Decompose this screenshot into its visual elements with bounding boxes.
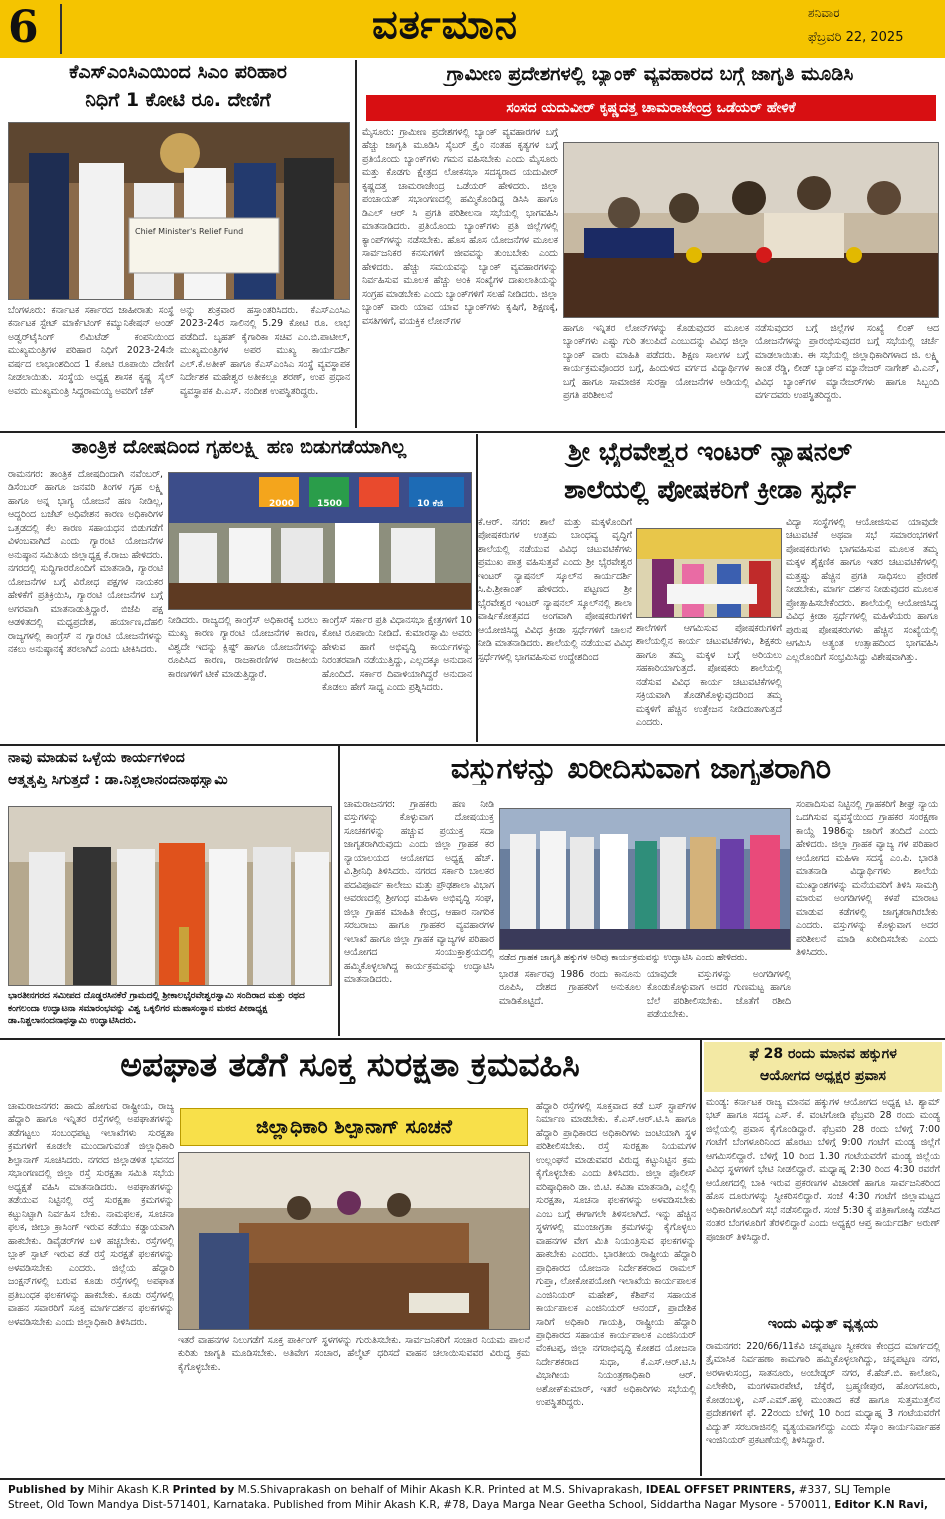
story2-subhead: ಸಂಸದ ಯದುವೀರ್ ಕೃಷ್ಣದತ್ತ ಚಾಮರಾಜೇಂದ್ರ ಒಡೆಯರ್ ಹೇಳಿಕೆ [366,95,936,121]
story1-headline-line1: ಕೆಎಸ್‌ಎಂಸಿಎಯಿಂದ ಸಿಎಂ ಪರಿಹಾರ [69,62,287,83]
story7-subhead: ಜಿಲ್ಲಾಧಿಕಾರಿ ಶಿಲ್ಪಾನಾಗ್ ಸೂಚನೆ [180,1108,528,1146]
footer-published-label: Published by [8,1484,85,1496]
banner-amount-3: 10 ಕೆಜಿ [417,499,444,509]
story7-body-col3: ಹೆದ್ದಾರಿ ರಸ್ತೆಗಳಲ್ಲಿ ಸೂಕ್ತವಾದ ಕಡೆ ಬಸ್ ಸ್ಟಾಪ್‌ಗಳ ನಿರ್ಮಾಣ ಮಾಡಬೇಕು. ಕೆ.ಎಸ್.ಆರ್.ಟಿ.ಸಿ ಹಾಗೂ ಹೆದ್ದಾರಿ ಪ್ರಾಧಿಕಾರದ ಅಧಿಕಾರಿಗಳು ಜಂಟಿಯಾಗಿ ಸ್ಥಳ ಪರಿಶೀಲಿಸಬೇಕು. ರಸ್ತೆ ಸುರಕ್ಷತಾ ನಿಯಮಗಳ ಉಲ್ಲಂಘನೆ ಮಾಡುವವರ ವಿರುದ್ಧ ಕಟ್ಟುನಿಟ್ಟಿನ ಕ್ರಮ ಕೈಗೊಳ್ಳಬೇಕು ಎಂದು ತಿಳಿಸಿದರು. ಜಿಲ್ಲಾ ಪೊಲೀಸ್ ವರಿಷ್ಠಾಧಿಕಾರಿ ಡಾ. ಬಿ.ಟಿ. ಕವಿತಾ ಮಾತನಾಡಿ, ಎಲ್ಲೆಲ್ಲಿ ಸುರಕ್ಷತಾ, ಸೂಚನಾ ಫಲಕಗಳನ್ನು ಅಳವಡಿಸಬೇಕು ಎಂಬ ಬಗ್ಗೆ ಈಗಾಗಲೇ ತಿಳಿಸಲಾಗಿದೆ. ಇನ್ನು ಹೆಚ್ಚಿನ ಸ್ಥಳಗಳಲ್ಲಿ ಮುಂಜಾಗ್ರತಾ ಕ್ರಮಗಳನ್ನು ಕೈಗೊಳ್ಳಲು ವಾಹನಗಳ ವೇಗ ಮಿತಿ ನಿಯಂತ್ರಿಸುವ ಫಲಕಗಳನ್ನು ಹಾಕಬೇಕು ಎಂದರು. ಭಾರತೀಯ ರಾಷ್ಟ್ರೀಯ ಹೆದ್ದಾರಿ ಪ್ರಾಧಿಕಾರದ ಯೋಜನಾ ನಿರ್ದೇಶಕರಾದ ರಾಮಲ್ ಗುಪ್ತಾ, ಲೋಕೋಪಯೋಗಿ ಇಲಾಖೆಯ ಕಾರ್ಯಪಾಲಕ ಎಂಜಿನಿಯರ್ ಮಹೇಶ್, ಕೆಶಿಪ್‌ನ ಸಹಾಯಕ ಕಾರ್ಯಪಾಲಕ ಎಂಜಿನಿಯರ್ ಆನಂದ್, ಪ್ರಾದೇಶಿಕ ಸಾರಿಗೆ ಅಧಿಕಾರಿ ಗಾಯತ್ರಿ, ರಾಷ್ಟ್ರೀಯ ಹೆದ್ದಾರಿ ಪ್ರಾಧಿಕಾರದ ಸಹಾಯಕ ಕಾರ್ಯಪಾಲಕ ಎಂಜಿನಿಯರ್ ವೆಂಕಟಪ್ಪ, ಜಿಲ್ಲಾ ನಗರಾಭಿವೃದ್ಧಿ ಕೋಶದ ಯೋಜನಾ ನಿರ್ದೇಶಕರಾದ ಸುಧಾ, ಕೆ.ಎಸ್.ಆರ್.ಟಿ.ಸಿ ವಿಭಾಗೀಯ ನಿಯಂತ್ರಣಾಧಿಕಾರಿ ಆರ್. ಅಶೋಕ್‌ಕುಮಾರ್, ಇತರೆ ಅಧಿಕಾರಿಗಳು ಸಭೆಯಲ್ಲಿ ಉಪಸ್ಥಿತರಿದ್ದರು. [536,1101,696,1409]
story5-headline-line2: ಆತ್ಮತೃಪ್ತಿ ಸಿಗುತ್ತದೆ : ಡಾ.ನಿಶ್ಚಲಾನಂದನಾಥಸ್ವಾಮಿ [8,772,228,788]
story3-body-col1: ರಾಮನಗರ: ತಾಂತ್ರಿಕ ದೋಷದಿಂದಾಗಿ ನವೆಂಬರ್, ಡಿಸೆಂಬರ್ ಹಾಗೂ ಜನವರಿ ತಿಂಗಳ ಗೃಹ ಲಕ್ಷ್ಮಿ ಹಾಗೂ ಅನ್ನ ಭಾಗ್ಯ ಯೋಜನೆ ಹಣ ನೀಡಿಲ್ಲ, ಆದ್ದರಿಂದ ಬಜೆಟ್ ಅಧಿವೇಶನ ಕಾರಣ ಅಧಿಕಾರಿಗಳ ಒತ್ತಡದಲ್ಲಿ ಕೆಲ ಕಾರಣ ಸಹಾಯಧನ ಬಿಡುಗಡೆಗೆ ವಿಳಂಬವಾಗಿದೆ ಎಂದು ಗ್ಯಾರಂಟಿ ಯೋಜನೆಗಳ ಅನುಷ್ಠಾನ ಸಮಿತಿಯ ಜಿಲ್ಲಾಧ್ಯಕ್ಷ ಕೆ.ರಾಜು ಹೇಳಿದರು. ನಗರದಲ್ಲಿ ಸುದ್ದಿಗಾರರೊಂದಿಗೆ ಮಾತನಾಡಿ, ಗ್ಯಾರಂಟಿ ಯೋಜನೆಗಳ ಬಗ್ಗೆ ವಿರೋಧ ಪಕ್ಷಗಳ ನಾಯಕರ ಹೇಳಿಕೆಗೆ ಪ್ರತಿಕ್ರಿಯಿಸಿ, ಗ್ಯಾರಂಟಿ ಯೋಜನೆಗಳ ಬಗ್ಗೆ ಅಗರವಾಗಿ ಮಾತನಾಡುತ್ತಿದ್ದಾರೆ. ಬಿಜೆಪಿ ಪಕ್ಷ ಆಡಳಿತದಲ್ಲಿ ಮಧ್ಯಪ್ರದೇಶ, ಹರ್ಯಾಣ,ದೆಹಲಿ ರಾಜ್ಯಗಳಲ್ಲಿ ಕಾಂಗ್ರೆಸ್ ನ ಗ್ಯಾರಂಟಿ ಯೋಜನೆಗಳನ್ನು ನಕಲು ಅನುಷ್ಠಾನಕ್ಕೆ ತರಲಾಗಿದೆ ಎಂದು ಟೀಕಿಸಿದರು. [8,469,163,656]
story6-body-mid1: ಭಾರತ ಸರ್ಕಾರವು 1986 ರಂದು ಕಾನೂನು ರೂಪಿಸಿ, ದೇಶದ ಗ್ರಾಹಕರಿಗೆ ಅನುಕೂಲ ಮಾಡಿಕೊಟ್ಟಿದೆ. [499,969,641,1007]
footer-publisher: Mihir Akash K.R [87,1484,170,1496]
sidebar1-headline-line1: ಫೆ 28 ರಂದು ಮಾನವ ಹಕ್ಕುಗಳ [749,1046,897,1062]
story4-body-col3: ವಿದ್ಯಾ ಸಂಸ್ಥೆಗಳಲ್ಲಿ ಆಯೋಜಿಸುವ ಯಾವುದೇ ಚಟುವಟಿಕೆ ಅಥವಾ ಸಭೆ ಸಮಾರಂಭಗಳಿಗೆ ಪೋಷಕರುಗಳು ಭಾಗವಹಿಸುವ ಮೂಲಕ ತಮ್ಮ ಮಕ್ಕಳ ಶೈಕ್ಷಣಿಕ ಹಾಗೂ ಇತರ ಚಟುವಟಿಕೆಗಳಲ್ಲಿ ಮತ್ತಷ್ಟು ಹೆಚ್ಚಿನ ಪ್ರಗತಿ ಸಾಧಿಸಲು ಪ್ರೇರಣೆ ನೀಡಬೇಕು, ಮಾರ್ಗ ದರ್ಶನ ನೀಡುವುದರ ಮೂಲಕ ಪ್ರೋತ್ಸಾಹಿಸಬೇಕೆಂದರು. ಶಾಲೆಯಲ್ಲಿ ಆಯೋಜಿಸಿದ್ದ ವಿವಿಧ ಕ್ರೀಡಾ ಸ್ಪರ್ಧೆಗಳಲ್ಲಿ ಮಹಿಳೆಯರು ಹಾಗೂ ಪುರುಷ ಪೋಷಕರುಗಳು ಹೆಚ್ಚಿನ ಸಂಖ್ಯೆಯಲ್ಲಿ ಆಗಮಿಸಿ ಅತ್ಯಂತ ಉತ್ಸಾಹದಿಂದ ಭಾಗವಹಿಸಿ ಎಲ್ಲರೊಂದಿಗೆ ಸಂಭ್ರಮಿಸಿದ್ದು ವಿಶೇಷವಾಗಿತ್ತು. [786,517,938,663]
footer-press: IDEAL OFFSET PRINTERS, [645,1484,796,1496]
story4-headline-line2: ಶಾಲೆಯಲ್ಲಿ ಪೋಷಕರಿಗೆ ಕ್ರೀಡಾ ಸ್ಪರ್ಧೆ [564,476,856,504]
sidebar1-headline-line2: ಆಯೋಗದ ಅಧ್ಯಕ್ಷರ ಪ್ರವಾಸ [760,1068,886,1084]
story3-headline: ತಾಂತ್ರಿಕ ದೋಷದಿಂದ ಗೃಹಲಕ್ಷ್ಮಿ ಹಣ ಬಿಡುಗಡೆಯಾಗಿಲ್ಲ [71,437,407,458]
story6-body-right: ಸಂಪಾದಿಸುವ ನಿಟ್ಟಿನಲ್ಲಿ ಗ್ರಾಹಕರಿಗೆ ಶೀಘ್ರ ನ್ಯಾಯ ಒದಗಿಸುವ ವ್ಯವಸ್ಥೆಯಿಂದ ಗ್ರಾಹಕರ ಸಂರಕ್ಷಣಾ ಕಾಯ್ದೆ 1986ನ್ನು ಜಾರಿಗೆ ತಂದಿದೆ ಎಂದು ಹೇಳಿದರು. ಜಿಲ್ಲಾ ಗ್ರಾಹಕ ವ್ಯಾಜ್ಯ ಗಳ ಪರಿಹಾರ ಆಯೋಗದ ಮಹಿಳಾ ಸದಸ್ಯೆ ಎಂ.ಪಿ. ಭಾರತಿ ಮಾತನಾಡಿ ವಿದ್ಯಾರ್ಥಿಗಳು ಶಾಲೆಯ ಮುಖ್ಯಾಂಶಗಳನ್ನು ಮನೆಯವರಿಗೆ ತಿಳಿಸಿ ಸಾಮಗ್ರಿ ಮಾರುವ ಅಂಗಡಿಗಳಲ್ಲಿ ಕಳಪೆ ಮಾರಾಟ ಮಾಡುವ ಕಡೆಗಳಲ್ಲಿ ಜಾಗೃತರಾಗಿರಬೇಕು ಎಂದರು. ವಸ್ತುಗಳನ್ನು ಕೊಳ್ಳುವಾಗ ಅದರ ಪರಿಶೀಲನೆ ಮಾಡಿ ಖರೀದಿಸಬೇಕು ಎಂದು ತಿಳಿಸಿದರು. [796,799,938,959]
story3-body-col3: ಕಾಂಗ್ರೆಸ್ ಸರ್ಕಾರ ಪ್ರತಿ ವಿಧಾನಸಭಾ ಕ್ಷೇತ್ರಗಳಿಗೆ 10 ಕೋಟಿ ರೂಪಾಯಿ ನೀಡಿದೆ. ಕುಮಾರಸ್ವಾಮಿ ಅವರು ಹೇಳುವ ಹಾಗೆ ಅಭಿವೃದ್ಧಿ ಕಾರ್ಯಗಳನ್ನು ನಿರಂತರವಾಗಿ ನಡೆಯುತ್ತಿದ್ದು, ಎಲ್ಲದಕ್ಕೂ ಅನುದಾನ ಹೊಂದಿದೆ. ಸರ್ಕಾರ ದಿವಾಳಿಯಾಗಿದ್ದರೆ ಅನುದಾನ ಕೊಡಲು ಹೇಗೆ ಸಾಧ್ಯ ಎಂದು ಪ್ರಶ್ನಿಸಿದರು. [322,615,472,694]
story3-body-col2: ನೀಡಿದರು. ರಾಜ್ಯದಲ್ಲಿ ಕಾಂಗ್ರೆಸ್ ಅಧಿಕಾರಕ್ಕೆ ಬರಲು ಮುಖ್ಯ ಕಾರಣ ಗ್ಯಾರಂಟಿ ಯೋಜನೆಗಳ ಕಾರಣ, ವಿಶ್ವದೇ ಇದನ್ನು ಕ್ಲಿಷ್ಟ್ ಹಾಗೂ ಯೋಜನೆಗಳನ್ನು ರೂಪಿಸಿದ ಕಾರಣ, ರಾಜಕಾರಣಿಗಳ ರಾಜಕೀಯ ಕಾರಣಗಳಿಗೆ ಟೀಕೆ ಮಾಡುತ್ತಿದ್ದಾರೆ. [168,615,318,680]
masthead-divider [60,4,62,54]
story7-caption: ಇತರೆ ವಾಹನಗಳ ನಿಲುಗಡೆಗೆ ಸೂಕ್ತ ಪಾರ್ಕಿಂಗ್ ಸ್ಥಳಗಳನ್ನು ಗುರುತಿಸಬೇಕು. ಸಾರ್ವಜನಿಕರಿಗೆ ಸಂಚಾರ ನಿಯಮ ಪಾಲನೆ ಕುರಿತು ಜಾಗೃತಿ ಮೂಡಿಸಬೇಕು. ಅತಿವೇಗ ಸಂಚಾರ, ಹೆಲ್ಮೆಟ್ ಧರಿಸದೆ ವಾಹನ ಚಲಾಯಿಸುವವರ ವಿರುದ್ಧ ಕ್ರಮ ಕೈಗೊಳ್ಳಬೇಕು. [178,1335,530,1373]
newspaper-title: ವರ್ತಮಾನ [372,2,518,48]
column-divider [700,1040,702,1476]
cheque-text: Chief Minister's Relief Fund [135,227,244,236]
footer-press-address: #337, SLJ Temple [798,1484,891,1496]
column-divider [338,746,340,1036]
story4-headline-line1: ಶ್ರೀ ಭೈರವೇಶ್ವರ ಇಂಟರ್ ನ್ಯಾಷನಲ್ [567,438,852,466]
emblem-icon [160,133,200,173]
story2-body-right: ನಡೆಸುವುದರ ಬಗ್ಗೆ ಜಿಲ್ಲೆಗಳ ಸಂಖ್ಯೆ ಲಿಂಕ್ ಆದ ಯೋಜನೆಗಳನ್ನು ಪ್ರಾರಂಭಿಸುವುದರ ಬಗ್ಗೆ ಸಭೆಯಲ್ಲಿ ಚರ್ಚೆ ಮಾಡಲಾಯಿತು. ಈ ಸಭೆಯಲ್ಲಿ ಜಿಲ್ಲಾಧಿಕಾರಿಗಳಾದ ಜಿ. ಲಕ್ಷ್ಮಿ ಕಾಂತ ರೆಡ್ಡಿ, ಲೀಡ್ ಬ್ಯಾಂಕ್‌ನ ಮ್ಯಾನೇಜರ್ ನಾಗೇಶ್ ವಿ.ಎನ್, ವಿವಿಧ ಬ್ಯಾಂಕ್‌ಗಳ ಮ್ಯಾನೇಜರ್‌ಗಳು ಹಾಗೂ ಸಿಬ್ಬಂದಿ ವರ್ಗದವರು ಉಪಸ್ಥಿತರಿದ್ದರು. [755,323,939,402]
issue-day: ಶನಿವಾರ [808,6,840,20]
sidebar2-headline: ಇಂದು ವಿದ್ಯುತ್ ವ್ಯತ್ಯಯ [767,1316,879,1332]
story6-body-left: ಚಾಮರಾಜನಗರ: ಗ್ರಾಹಕರು ಹಣ ನೀಡಿ ವಸ್ತುಗಳನ್ನು ಕೊಳ್ಳುವಾಗ ದೋಷಯುಕ್ತ ಸೂಚಕಗಳನ್ನು ಹಚ್ಚುವ ಪ್ರಯುಕ್ತ ಸದಾ ಜಾಗೃತರಾಗಿರುವುದು ಎಂದು ಜಿಲ್ಲಾ ಗ್ರಾಹಕ ಕರ ನ್ಯಾಯಾಲಯದ ಆಯೋಗದ ಅಧ್ಯಕ್ಷ ಹೆಚ್. ವಿ.ಶ್ರೀನಿಧಿ ತಿಳಿಸಿದರು. ನಗರದ ಸರ್ಕಾರಿ ಬಾಲಕರ ಪದವಿಪೂರ್ವ ಕಾಲೇಜು ಮತ್ತು ಪ್ರೌಢಶಾಲಾ ವಿಭಾಗ ಆವರಣದಲ್ಲಿ ಶ್ರೀಗಂಧ ಮಹಿಳಾ ಅಭಿವೃದ್ಧಿ ಸಂಘ, ಜಿಲ್ಲಾ ಗ್ರಾಹಕ ಮಾಹಿತಿ ಕೇಂದ್ರ, ಆಹಾರ ನಾಗರಿಕ ಸರಬರಾಜು ಹಾಗೂ ಗ್ರಾಹಕರ ವ್ಯವಹಾರಗಳ ಇಲಾಖೆ ಹಾಗೂ ಜಿಲ್ಲಾ ಗ್ರಾಹಕ ವ್ಯಾಜ್ಯಗಳ ಪರಿಹಾರ ಆಯೋಗದ ಸಂಯುಕ್ತಾಶ್ರಯದಲ್ಲಿ ಹಮ್ಮಿಕೊಳ್ಳಲಾಗಿದ್ದ ಕಾರ್ಯಕ್ರಮವನ್ನು ಉದ್ಘಾಟಿಸಿ ಮಾತನಾಡಿದರು. [344,799,494,986]
story6-caption: ನಡೆದ ಗ್ರಾಹಕ ಜಾಗೃತಿ ಹಕ್ಕುಗಳ ಅರಿವು ಕಾರ್ಯಕ್ರಮವನ್ನು ಉದ್ಘಾಟಿಸಿ ಎಂದು ಹೇಳಿದರು. [499,953,748,963]
sidebar1-body: ಮಂಡ್ಯ: ಕರ್ನಾಟಕ ರಾಜ್ಯ ಮಾನವ ಹಕ್ಕುಗಳ ಆಯೋಗದ ಅಧ್ಯಕ್ಷ ಟಿ. ಶ್ಯಾಮ್ ಭಟ್ ಹಾಗೂ ಸದಸ್ಯ ಎಸ್. ಕೆ. ವಂಟಿಗೋಡಿ ಫೆಬ್ರವರಿ 28 ರಂದು ಮಂಡ್ಯ ಜಿಲ್ಲೆಯಲ್ಲಿ ಪ್ರವಾಸ ಕೈಗೊಂಡಿದ್ದಾರೆ. ಫೆಬ್ರವರಿ 28 ರಂದು ಬೆಳಿಗ್ಗೆ 7:00 ಗಂಟೆಗೆ ಬೆಂಗಳೂರಿನಿಂದ ಹೊರಟು ಬೆಳಿಗ್ಗೆ 9:00 ಗಂಟೆಗೆ ಮಂಡ್ಯ ಜಿಲ್ಲೆಗೆ ಆಗಮಿಸಲಿದ್ದಾರೆ. ಬೆಳಿಗ್ಗೆ 10 ರಿಂದ 1.30 ಗಂಟೆಯವರೆಗೆ ಮಂಡ್ಯ ಜಿಲ್ಲೆಯ ವಿವಿಧ ಸ್ಥಳಗಳಿಗೆ ಭೇಟಿ ನೀಡಲಿದ್ದಾರೆ. ಮಧ್ಯಾಹ್ನ 2:30 ರಿಂದ 4:30 ರವರೆಗೆ ಆಯೋಗದಲ್ಲಿ ಬಾಕಿ ಇರುವ ಪ್ರಕರಣಗಳ ವಿಚಾರಣೆ ಹಾಗೂ ಸಾರ್ವಜನಿಕರಿಂದ ಹೊಸ ದೂರುಗಳನ್ನು ಸ್ವೀಕರಿಸಲಿದ್ದಾರೆ. ಸಂಜೆ 4:30 ಗಂಟೆಗೆ ಜಿಲ್ಲಾಮಟ್ಟದ ಅಧಿಕಾರಿಗಳೊಂದಿಗೆ ಸಭೆ ನಡೆಸಲಿದ್ದಾರೆ. ಸಂಜೆ 5:30 ಕ್ಕೆ ಪತ್ರಿಕಾಗೋಷ್ಠಿ ನಡೆಸಿದ ನಂತರ ಬೆಂಗಳೂರಿಗೆ ತೆರಳಲಿದ್ದಾರೆ ಎಂದು ಅಧ್ಯಕ್ಷರ ಆಪ್ತ ಕಾರ್ಯದರ್ಶಿ ಅರುಣ್ ಪೂಜಾರ್ ತಿಳಿಸಿದ್ದಾರೆ. [706,1097,940,1243]
story7-photo [178,1152,530,1330]
section-rule [0,431,945,433]
lamp-icon [179,927,189,982]
story1-headline-line2: ನಿಧಿಗೆ 1 ಕೋಟಿ ರೂ. ದೇಣಿಗೆ [85,90,271,111]
story7-body-col1: ಚಾಮರಾಜನಗರ: ಹಾದು ಹೋಗುವ ರಾಷ್ಟ್ರೀಯ, ರಾಜ್ಯ ಹೆದ್ದಾರಿ ಹಾಗೂ ಇನ್ನಿತರ ರಸ್ತೆಗಳಲ್ಲಿ ಅಪಘಾತಗಳನ್ನು ತಡೆಗಟ್ಟಲು ಸಂಬಂಧಪಟ್ಟ ಇಲಾಖೆಗಳು ಸುರಕ್ಷತಾ ಕ್ರಮಗಳಿಗೆ ಕೂಡಲೇ ಮುಂದಾಗುವಂತೆ ಜಿಲ್ಲಾಧಿಕಾರಿ ಶಿಲ್ಪಾನಾಗ್ ಸೂಚಿಸಿದರು. ನಗರದ ಜಿಲ್ಲಾಡಳಿತ ಭವನದ ಸಭಾಂಗಣದಲ್ಲಿ ಜಿಲ್ಲಾ ರಸ್ತೆ ಸುರಕ್ಷತಾ ಸಮಿತಿ ಸಭೆಯ ಅಧ್ಯಕ್ಷತೆ ವಹಿಸಿ ಮಾತನಾಡಿದರು. ಅಪಘಾತಗಳನ್ನು ತಡೆಯುವ ನಿಟ್ಟಿನಲ್ಲಿ ರಸ್ತೆ ಸುರಕ್ಷತಾ ಕ್ರಮಗಳನ್ನು ಕಟ್ಟುನಿಟ್ಟಾಗಿ ನಿರ್ವಹಿಸ ಬೇಕು. ನಾಮಫಲಕ, ಸೂಚನಾ ಫಲಕ, ಜೀಬ್ರಾ ಕ್ರಾಸಿಂಗ್ ಇರುವ ಕಡೆಯು ಕಡ್ಡಾಯವಾಗಿ ಹಾಕಬೇಕು. ಡಿವೈಡರ್‌ಗಳ ಬಳಿ ಹಚ್ಚಬೇಕು. ರಸ್ತೆಗಳಲ್ಲಿ ಬ್ಲಾಕ್ ಸ್ಪಾಟ್ ಇರುವ ಕಡೆ ರಸ್ತೆ ಸುರಕ್ಷತೆ ಫಲಕಗಳನ್ನು ಅಳವಡಿಸಬೇಕು ಎಂದರು. ಜಿಲ್ಲೆಯ ಹೆದ್ದಾರಿ ಜಂಕ್ಷನ್‌ಗಳಲ್ಲಿ ಬರುವ ಕೂಡು ರಸ್ತೆಗಳಲ್ಲಿ ಅಪಘಾತ ಪ್ರತಿಬಂಧಕ ಫಲಕಗಳನ್ನು ಹಾಕಬೇಕು. ಕೂಡು ರಸ್ತೆಗಳಲ್ಲಿ ವಾಹನ ಸವಾರರಿಗೆ ಸೂಕ್ತ ಮಾರ್ಗದರ್ಶನ ಫಲಕಗಳನ್ನು ಅಳವಡಿಸಬೇಕು ಎಂದು ಜಿಲ್ಲಾಧಿಕಾರಿ ತಿಳಿಸಿದರು. [8,1101,174,1328]
section-rule [0,1038,945,1040]
story5-caption: ಭಾರತೀನಗರದ ಸಮೀಪದ ದೊಡ್ಡರಸಿನಕೆರೆ ಗ್ರಾಮದಲ್ಲಿ ಶ್ರೀಕಾಲಭೈರವೇಶ್ವರಸ್ವಾಮಿ ಸಂದಿರಾದ ಮತ್ತು ರಥದ ಕಂಗಲಂದಾ ಉದ್ಘಾಟನಾ ಸಮಾರಂಭವನ್ನು ವಿಶ್ವ ಒಕ್ಕಲಿಗರ ಮಹಾಸಂಸ್ಥಾನ ಮಠದ ಪೀಠಾಧ್ಯಕ್ಷ ಡಾ.ನಿಶ್ಚಲಾನಂದನಾಥಸ್ವಾಮಿ ಉದ್ಘಾಟಿಸಿದರು. [8,991,305,1027]
footer-address: Street, Old Town Mandya Dist-571401, Karnataka. Published from Mihir Akash K.R, #78, Daya Marga Near Geetha School, Siddartha Nagar Mysore - 570011, [8,1499,832,1512]
story6-photo [499,808,791,950]
section-rule [0,744,945,746]
story6-body-mid2: ಯಾವುದೇ ವಸ್ತುಗಳನ್ನು ಅಂಗಡಿಗಳಲ್ಲಿ ಕೊಂಡುಕೊಳ್ಳುವಾಗ ಅದರ ಗುಣಮಟ್ಟ ಹಾಗೂ ಬೆಲೆ ಪರಿಶೀಲಿಸಬೇಕು. ಜೊತೆಗೆ ರಶೀದಿ ಪಡೆಯಬೇಕು. [647,969,791,1021]
story4-body-col2: ಶಾಲೆಗಳಿಗೆ ಆಗಮಿಸುವ ಪೋಷಕರುಗಳಿಗೆ ಶಾಲೆಯಲ್ಲಿನ ಕಾರ್ಯ ಚಟುವಟಿಕೆಗಳು, ಶಿಕ್ಷಕರು ಹಾಗೂ ತಮ್ಮ ಮಕ್ಕಳ ಬಗ್ಗೆ ಅರಿಯಲು ಸಹಕಾರಿಯಾಗುತ್ತದೆ. ಪೋಷಕರು ಶಾಲೆಯಲ್ಲಿ ನಡೆಸುವ ವಿವಿಧ ಕಾರ್ಯ ಚಟುವಟಿಕೆಗಳಲ್ಲಿ ಸಕ್ರಿಯವಾಗಿ ತೊಡಗಿಕೊಳ್ಳುವುದರಿಂದ ತಮ್ಮ ಮಕ್ಕಳಿಗೆ ಹೆಚ್ಚಿನ ಉತ್ತೇಜನ ನೀಡಿದಂತಾಗುತ್ತದೆ ಎಂದರು. [636,623,782,729]
footer-printer: M.S.Shivaprakash on behalf of Mihir Akash K.R. Printed at M.S. Shivaprakash, [237,1484,643,1496]
imprint-footer [0,1478,945,1519]
story3-photo [168,472,472,610]
story1-body-col2: ಅನ್ನು ಶುಕ್ರವಾರ ಹಸ್ತಾಂತರಿಸಿದರು. ಕೆಎಸ್‌ಎಂಸಿಎ 2023-24ರ ಸಾಲಿನಲ್ಲಿ 5.29 ಕೋಟಿ ರೂ. ಲಾಭ ಪಡೆದಿದೆ. ಬೃಹತ್ ಕೈಗಾರಿಕಾ ಸಚಿವ ಎಂ.ಬಿ.ಪಾಟೀಲ್, ಮುಖ್ಯಮಂತ್ರಿಗಳ ಅಪರ ಮುಖ್ಯ ಕಾರ್ಯದರ್ಶಿ ಎಲ್.ಕೆ.ಅತೀಕ್ ಹಾಗೂ ಕೆಎಸ್‌ಎಂಸಿಎ ಸಂಸ್ಥೆ ವ್ಯವಸ್ಥಾಪಕ ನಿರ್ದೇಶಕ ಮಹೇಶ್ವರ ಅತೀಕಲ್ಲೂ ಶರಣ್, ಉಪ ಪ್ರಧಾನ ವ್ಯವಸ್ಥಾಪಕ ಪಿ.ಎಸ್. ನಂದೀಶ ಉಪಸ್ಥಿತರಿದ್ದರು. [180,305,350,397]
story2-headline: ಗ್ರಾಮೀಣ ಪ್ರದೇಶಗಳಲ್ಲಿ ಬ್ಯಾಂಕ್ ವ್ಯವಹಾರದ ಬಗ್ಗೆ ಜಾಗೃತಿ ಮೂಡಿಸಿ [446,64,854,85]
story2-photo [563,142,939,318]
banner-amount-1: 2000 [269,499,295,509]
story4-photo [636,528,782,618]
story2-body-mid: ಹಾಗೂ ಇನ್ನಿತರ ಲೋನ್‌ಗಳನ್ನು ಕೊಡುವುದರ ಮೂಲಕ ಬ್ಯಾಂಕ್‌ಗಳು ಎಷ್ಟು ಗುರಿ ತಲುಪಿದೆ ಎಂಬುದನ್ನು ವಿವಿಧ ಜಿಲ್ಲಾ ಬ್ಯಾಂಕ್ ವಾರು ಮಾಹಿತಿ ಪಡೆದರು. ಶಿಕ್ಷಣ ಸಾಲಗಳ ಬಗ್ಗೆ ಕಾರ್ಯಕ್ರಮವೊಂದರ ಬಗ್ಗೆ, ಹಿಂದುಳಿದ ವರ್ಗದ ವಿದ್ಯಾರ್ಥಿಗಳ ಬಗ್ಗೆ ಹಾಗೂ ಸಾಮಾಜಿಕ ಸುರಕ್ಷಾ ಯೋಜನೆಗಳ ಅಡಿಯಲ್ಲಿ ಪ್ರಗತಿ ಪರಿಶೀಲನೆ [563,323,749,402]
story7-headline: ಅಪಘಾತ ತಡೆಗೆ ಸೂಕ್ತ ಸುರಕ್ಷತಾ ಕ್ರಮವಹಿಸಿ [120,1046,580,1084]
footer-editor: Editor K.N Ravi, [834,1499,928,1512]
story6-headline: ವಸ್ತುಗಳನ್ನು ಖರೀದಿಸುವಾಗ ಜಾಗೃತರಾಗಿರಿ [450,752,832,785]
page-number: 6 [8,2,39,53]
story1-photo [8,122,350,300]
story2-body-left: ಮೈಸೂರು: ಗ್ರಾಮೀಣ ಪ್ರದೇಶಗಳಲ್ಲಿ ಬ್ಯಾಂಕ್ ವ್ಯವಹಾರಗಳ ಬಗ್ಗೆ ಹೆಚ್ಚು ಜಾಗೃತಿ ಮೂಡಿಸಿ ಸೈಬರ್ ಕ್ರೈಂ ನಂತಹ ಕೃತ್ಯಗಳ ಬಗ್ಗೆ ಪ್ರತಿಯೊಂದು ಬ್ಯಾಂಕ್‌ಗಳು ಗಮನ ವಹಿಸಬೇಕು ಎಂದು ಮೈಸೂರು ಮತ್ತು ಕೊಡಗು ಕ್ಷೇತ್ರದ ಲೋಕಸಭಾ ಸದಸ್ಯರಾದ ಯದುವೀರ್ ಕೃಷ್ಣದತ್ತ ಚಾಮರಾಜೇಂದ್ರ ಒಡೆಯರ್ ಹೇಳಿದರು. ಜಿಲ್ಲಾ ಪಂಚಾಯತ್ ಸಭಾಂಗಣದಲ್ಲಿ ಹಮ್ಮಿಕೊಂಡಿದ್ದ ಡಿಸಿಸಿ ಹಾಗೂ ಡಿಎಲ್ ಆರ್ ಸಿ ಪ್ರಗತಿ ಪರಿಶೀಲನಾ ಸಭೆಯಲ್ಲಿ ಭಾಗವಹಿಸಿ ಮಾತನಾಡಿದರು. ಪ್ರತಿಯೊಂದು ಬ್ಯಾಂಕ್‌ಗಳು ಪ್ರತಿ ಜಿಲ್ಲೆಗಳಲ್ಲಿ ಕ್ಯಾಂಪ್‌ಗಳನ್ನು ನಡೆಸಬೇಕು. ಹೊಸ ಹೊಸ ಯೋಜನೆಗಳ ಮೂಲಕ ಸಾರ್ವಜನಿಕರ ಕನಸುಗಳಿಗೆ ಜೀವವನ್ನು ತುಂಬಬೇಕು ಎಂದು ಹೇಳಿದರು. ಹೆಚ್ಚು ಸಮಯವನ್ನು ಬ್ಯಾಂಕ್ ವ್ಯವಹಾರಗಳನ್ನು ನಿರ್ವಹಿಸುವ ಮೂಲಕ ಹೆಚ್ಚು ಅಂಕಿ ಸಂಖ್ಯೆಗಳ ದಾಖಲಾತಿಯನ್ನು ಸಂಗ್ರಹ ಮಾಡಬೇಕು ಎಂದು ಬ್ಯಾಂಕ್‌ಗಳಿಗೆ ಸಲಹೆ ನೀಡಿದರು. ಜಿಲ್ಲಾ ಬ್ಯಾಂಕ್ ವಾರು ಯಾವ ಯಾವ ಬ್ಯಾಂಕ್‌ಗಳು ಕೃಷಿಗೆ, ಶಿಕ್ಷಣಕ್ಕೆ, ವಸತಿಗಳಿಗೆ, ವಯಕ್ತಿಕ ಲೋನ್‌ಗಳ [362,127,558,327]
issue-date: ಫೆಬ್ರವರಿ 22, 2025 [808,30,904,45]
story4-body-col1: ಕೆ.ಆರ್. ನಗರ: ಶಾಲೆ ಮತ್ತು ಮಕ್ಕಳೊಂದಿಗೆ ಪೋಷಕರುಗಳ ಉತ್ತಮ ಬಾಂಧವ್ಯ ವೃದ್ಧಿಗೆ ಶಾಲೆಯಲ್ಲಿ ನಡೆಯುವ ವಿವಿಧ ಚಟುವಟಿಕೆಗಳು ಪ್ರಮುಖ ಪಾತ್ರ ವಹಿಸುತ್ತವೆ ಎಂದು ಶ್ರೀ ಭೈರವೇಶ್ವರ ಇಂಟರ್ ನ್ಯಾಷನಲ್ ಸ್ಕೂಲ್‌ನ ಕಾರ್ಯದರ್ಶಿ ಸಿ.ಪಿ.ಶ್ರೀಕಾಂತ್ ಹೇಳಿದರು. ಪಟ್ಟಣದ ಶ್ರೀ ಭೈರವೇಶ್ವರ ಇಂಟರ್ ನ್ಯಾಷನಲ್ ಸ್ಕೂಲ್‌ನಲ್ಲಿ ಶಾಲಾ ವಾರ್ಷಿಕೋತ್ಸವದ ಅಂಗವಾಗಿ ಪೋಷಕರುಗಳಿಗೆ ಆಯೋಜಿಸಿದ್ದ ವಿವಿಧ ಕ್ರೀಡಾ ಸ್ಪರ್ಧೆಗಳಿಗೆ ಚಾಲನೆ ನೀಡಿ ಮಾತನಾಡಿದರು. ಶಾಲೆಯಲ್ಲಿ ನಡೆಯುವ ವಿವಿಧ ಸ್ಪರ್ಧೆಗಳಲ್ಲಿ ಭಾಗವಹಿಸುವ ಉದ್ದೇಶದಿಂದ [478,517,632,663]
story1-body-col1: ಬೆಂಗಳೂರು: ಕರ್ನಾಟಕ ಸರ್ಕಾರದ ಜಾಹೀರಾತು ಸಂಸ್ಥೆ ಕರ್ನಾಟಕ ಸ್ಟೇಟ್ ಮಾರ್ಕೆಟಿಂಗ್ ಕಮ್ಯುನಿಕೇಷನ್ ಅಂಡ್ ಅಡ್ವರ್‌ಟೈಸಿಂಗ್ ಲಿಮಿಟೆಡ್ ಕಂಪನಿಯಿಂದ ಮುಖ್ಯಮಂತ್ರಿಗಳ ಪರಿಹಾರ ನಿಧಿಗೆ 2023-24ನೇ ವರ್ಷದ ಲಾಭಾಂಶದಿಂದ 1 ಕೋಟಿ ರೂಪಾಯಿ ದೇಣಿಗೆ ನೀಡಲಾಯಿತು. ಸಂಸ್ಥೆಯ ಅಧ್ಯಕ್ಷ ಶಾಸಕ ಕೃಷ್ಣ ಸೈಲ್ ಅವರು ಮುಖ್ಯಮಂತ್ರಿ ಸಿದ್ದರಾಮಯ್ಯ ಅವರಿಗೆ ಚೆಕ್ [8,305,174,397]
story5-headline-line1: ನಾವು ಮಾಡುವ ಒಳ್ಳೆಯ ಕಾರ್ಯಗಳಿಂದ [8,750,185,766]
story5-photo [8,806,332,986]
banner-amount-2: 1500 [317,499,343,509]
column-divider [355,60,357,428]
sidebar2-body: ರಾಮನಗರ: 220/66/11ಕೆವಿ ಚನ್ನಪಟ್ಟಣ ಸ್ವೀಕರಣ ಕೇಂದ್ರದ ಮಾರ್ಗದಲ್ಲಿ ತ್ರೈಮಾಸಿಕ ನಿರ್ವಹಣಾ ಕಾಮಗಾರಿ ಹಮ್ಮಿಕೊಳ್ಳಲಾಗಿದ್ದು, ಚನ್ನಪಟ್ಟಣ ನಗರ, ಅರಳಾಳುಸಂದ್ರ, ಸಾತನೂರು, ಅಂಬೇಡ್ಕರ್ ನಗರ, ಕೆ.ಹೆಚ್.ಬಿ. ಕಾಲೋನಿ, ಎಲೇಕೇರಿ, ಮಂಗಳವಾರಪೇಟೆ, ಚೆಕ್ಕೆರೆ, ಬ್ರಹ್ಮಣೀಪುರ, ಹೊಂಗನೂರು, ಕೋಡಂಬಳ್ಳಿ, ಎಸ್.ಎಮ್.ಹಳ್ಳಿ ಮುಂತಾದ ಕಡೆ ಹಾಗೂ ಸುತ್ತಮುತ್ತಲಿನ ಪ್ರದೇಶಗಳಿಗೆ ಫೆ. 22ರಂದು ಬೆಳಿಗ್ಗೆ 10 ರಿಂದ ಮಧ್ಯಾಹ್ನ 3 ಗಂಟೆಯವರೆಗೆ ವಿದ್ಯುತ್ ಸರಬರಾಜಿನಲ್ಲಿ ವ್ಯತ್ಯಯವಾಗಲಿದ್ದು ಎಂದು ಸೆಸ್ಕಾಂ ಕಾರ್ಯನಿರ್ವಾಹಕ ಇಂಜಿನಿಯರ್ ಪ್ರಕಟಣೆಯಲ್ಲಿ ತಿಳಿಸಿದ್ದಾರೆ. [706,1341,940,1447]
footer-printed-label: Printed by [172,1484,235,1496]
